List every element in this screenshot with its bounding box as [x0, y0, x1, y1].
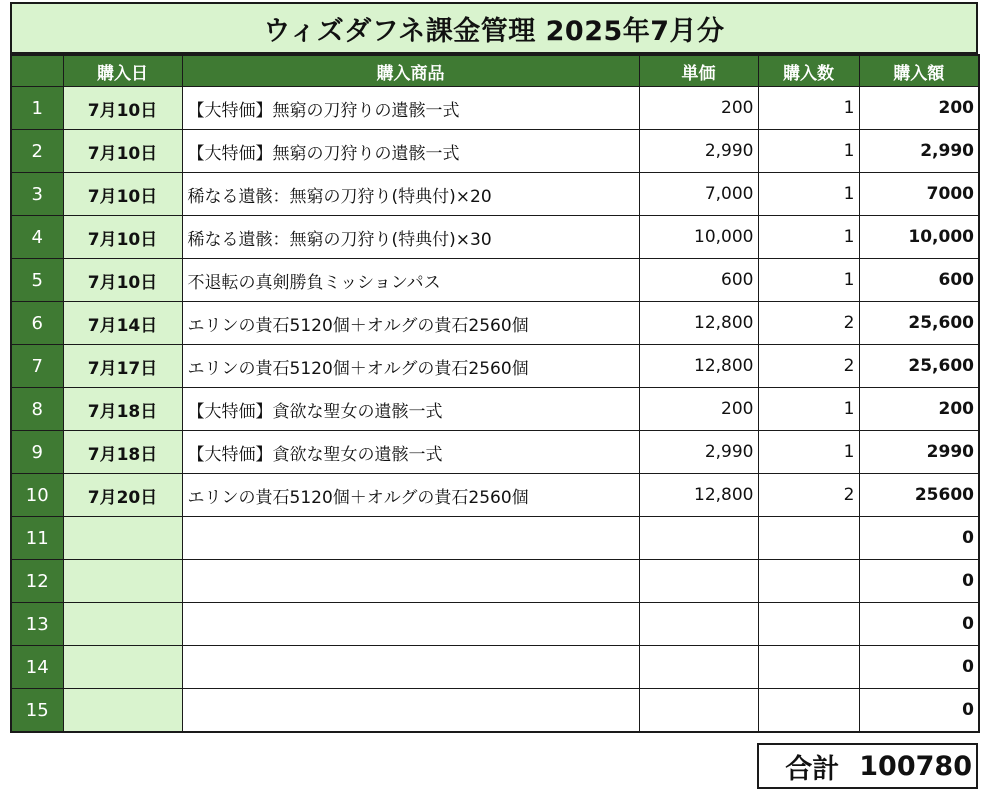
- price-cell[interactable]: [639, 689, 758, 733]
- row-number[interactable]: 12: [11, 560, 63, 603]
- date-cell[interactable]: [63, 560, 182, 603]
- price-cell[interactable]: [639, 560, 758, 603]
- amount-cell[interactable]: 0: [859, 560, 979, 603]
- row-number[interactable]: 5: [11, 259, 63, 302]
- total-value: 100780: [859, 750, 972, 782]
- price-cell[interactable]: [639, 646, 758, 689]
- row-number[interactable]: 10: [11, 474, 63, 517]
- header-price[interactable]: 単価: [639, 55, 758, 87]
- table-row: [11, 474, 979, 517]
- row-number[interactable]: 4: [11, 216, 63, 259]
- row-number[interactable]: 9: [11, 431, 63, 474]
- item-cell[interactable]: 不退転の真剣勝負ミッションパス: [182, 259, 639, 302]
- qty-cell[interactable]: [758, 603, 859, 646]
- table-row: [11, 388, 979, 431]
- date-cell[interactable]: 7月18日: [63, 388, 182, 431]
- header-item[interactable]: 購入商品: [182, 55, 639, 87]
- price-cell[interactable]: 2,990: [639, 431, 758, 474]
- table-row: [11, 603, 979, 646]
- date-cell[interactable]: 7月10日: [63, 87, 182, 130]
- header-date[interactable]: 購入日: [63, 55, 182, 87]
- amount-cell[interactable]: 25600: [859, 474, 979, 517]
- sheet-title: ウィズダフネ課金管理 2025年7月分: [10, 2, 978, 54]
- qty-cell[interactable]: 1: [758, 173, 859, 216]
- table-row: [11, 173, 979, 216]
- item-cell[interactable]: 【大特価】無窮の刀狩りの遺骸一式: [182, 87, 639, 130]
- row-number[interactable]: 15: [11, 689, 63, 733]
- table-row: [11, 259, 979, 302]
- date-cell[interactable]: [63, 603, 182, 646]
- amount-cell[interactable]: 2990: [859, 431, 979, 474]
- price-cell[interactable]: [639, 517, 758, 560]
- date-cell[interactable]: [63, 517, 182, 560]
- amount-cell[interactable]: 10,000: [859, 216, 979, 259]
- item-cell[interactable]: [182, 560, 639, 603]
- item-cell[interactable]: 稀なる遺骸：無窮の刀狩り(特典付)×30: [182, 216, 639, 259]
- table-row: [11, 646, 979, 689]
- price-cell[interactable]: 12,800: [639, 345, 758, 388]
- qty-cell[interactable]: 1: [758, 87, 859, 130]
- amount-cell[interactable]: 0: [859, 689, 979, 733]
- item-cell[interactable]: 【大特価】貪欲な聖女の遺骸一式: [182, 431, 639, 474]
- item-cell[interactable]: エリンの貴石5120個＋オルグの貴石2560個: [182, 302, 639, 345]
- item-cell[interactable]: 稀なる遺骸：無窮の刀狩り(特典付)×20: [182, 173, 639, 216]
- price-cell[interactable]: 12,800: [639, 474, 758, 517]
- amount-cell[interactable]: 25,600: [859, 302, 979, 345]
- item-cell[interactable]: [182, 646, 639, 689]
- qty-cell[interactable]: [758, 560, 859, 603]
- price-cell[interactable]: 2,990: [639, 130, 758, 173]
- price-cell[interactable]: 200: [639, 388, 758, 431]
- table-row: [11, 216, 979, 259]
- amount-cell[interactable]: 0: [859, 603, 979, 646]
- qty-cell[interactable]: 2: [758, 302, 859, 345]
- header-row: [11, 55, 979, 87]
- row-number[interactable]: 3: [11, 173, 63, 216]
- date-cell[interactable]: 7月18日: [63, 431, 182, 474]
- qty-cell[interactable]: 1: [758, 431, 859, 474]
- total-label: 合計: [785, 753, 840, 785]
- item-cell[interactable]: [182, 603, 639, 646]
- qty-cell[interactable]: 2: [758, 474, 859, 517]
- item-cell[interactable]: エリンの貴石5120個＋オルグの貴石2560個: [182, 474, 639, 517]
- qty-cell[interactable]: 1: [758, 130, 859, 173]
- header-qty[interactable]: 購入数: [758, 55, 859, 87]
- header-amount[interactable]: 購入額: [859, 55, 979, 87]
- amount-cell[interactable]: 2,990: [859, 130, 979, 173]
- date-cell[interactable]: 7月10日: [63, 130, 182, 173]
- table-row: [11, 517, 979, 560]
- row-number[interactable]: 8: [11, 388, 63, 431]
- row-number[interactable]: 13: [11, 603, 63, 646]
- row-number[interactable]: 2: [11, 130, 63, 173]
- table-row: [11, 130, 979, 173]
- qty-cell[interactable]: [758, 517, 859, 560]
- date-cell[interactable]: [63, 689, 182, 733]
- amount-cell[interactable]: 0: [859, 517, 979, 560]
- date-cell[interactable]: 7月10日: [63, 173, 182, 216]
- header-num[interactable]: [11, 55, 63, 87]
- date-cell[interactable]: 7月20日: [63, 474, 182, 517]
- price-cell[interactable]: 10,000: [639, 216, 758, 259]
- row-number[interactable]: 14: [11, 646, 63, 689]
- amount-cell[interactable]: 200: [859, 388, 979, 431]
- qty-cell[interactable]: 2: [758, 345, 859, 388]
- item-cell[interactable]: 【大特価】貪欲な聖女の遺骸一式: [182, 388, 639, 431]
- amount-cell[interactable]: 25,600: [859, 345, 979, 388]
- amount-cell[interactable]: 0: [859, 646, 979, 689]
- date-cell[interactable]: 7月10日: [63, 259, 182, 302]
- row-number[interactable]: 1: [11, 87, 63, 130]
- table-row: [11, 302, 979, 345]
- date-cell[interactable]: 7月17日: [63, 345, 182, 388]
- total-box: [757, 743, 978, 789]
- date-cell[interactable]: 7月10日: [63, 216, 182, 259]
- item-cell[interactable]: [182, 517, 639, 560]
- qty-cell[interactable]: [758, 646, 859, 689]
- row-number[interactable]: 6: [11, 302, 63, 345]
- item-cell[interactable]: [182, 689, 639, 733]
- date-cell[interactable]: [63, 646, 182, 689]
- row-number[interactable]: 11: [11, 517, 63, 560]
- purchase-table: [10, 54, 980, 733]
- amount-cell[interactable]: 7000: [859, 173, 979, 216]
- price-cell[interactable]: [639, 603, 758, 646]
- item-cell[interactable]: 【大特価】無窮の刀狩りの遺骸一式: [182, 130, 639, 173]
- amount-cell[interactable]: 200: [859, 87, 979, 130]
- date-cell[interactable]: 7月14日: [63, 302, 182, 345]
- qty-cell[interactable]: 1: [758, 259, 859, 302]
- price-cell[interactable]: 200: [639, 87, 758, 130]
- item-cell[interactable]: エリンの貴石5120個＋オルグの貴石2560個: [182, 345, 639, 388]
- price-cell[interactable]: 12,800: [639, 302, 758, 345]
- row-number[interactable]: 7: [11, 345, 63, 388]
- table-row: [11, 87, 979, 130]
- qty-cell[interactable]: [758, 689, 859, 733]
- table-row: [11, 560, 979, 603]
- table-row: [11, 689, 979, 733]
- spreadsheet: [10, 2, 978, 733]
- qty-cell[interactable]: 1: [758, 388, 859, 431]
- table-row: [11, 345, 979, 388]
- price-cell[interactable]: 7,000: [639, 173, 758, 216]
- price-cell[interactable]: 600: [639, 259, 758, 302]
- amount-cell[interactable]: 600: [859, 259, 979, 302]
- qty-cell[interactable]: 1: [758, 216, 859, 259]
- table-row: [11, 431, 979, 474]
